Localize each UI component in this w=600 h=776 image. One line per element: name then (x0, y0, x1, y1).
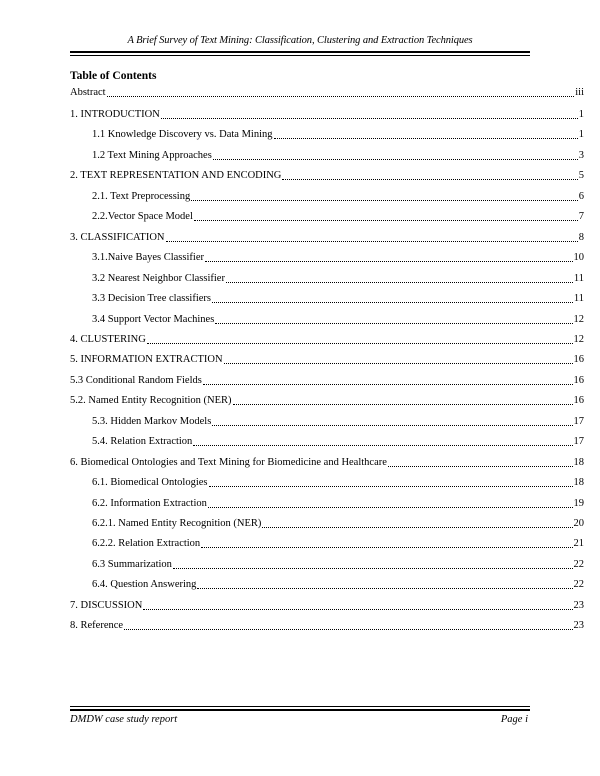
toc-entry[interactable] (92, 496, 584, 510)
toc-entry[interactable] (92, 189, 584, 203)
toc-entry-page-number: 12 (573, 333, 584, 345)
toc-entry-page-number: 22 (573, 579, 584, 591)
toc-entry-title: 6.4. Question Answering (92, 579, 197, 591)
toc-entry-title: 6. Biomedical Ontologies and Text Mining for Biomedicine and Healthcare (70, 456, 387, 468)
toc-entry-page-number: 22 (573, 558, 584, 570)
toc-entry[interactable] (70, 168, 584, 182)
toc-entry[interactable] (70, 373, 584, 387)
toc-entry[interactable] (70, 393, 584, 407)
toc-dot-leader (166, 229, 578, 242)
toc-entry-title: 5.3. Hidden Markov Models (92, 415, 212, 427)
toc-entry-page-number: 12 (573, 313, 584, 325)
toc-entry-title: 6.2. Information Extraction (92, 497, 207, 509)
toc-entry-title: 6.2.2. Relation Extraction (92, 538, 201, 550)
toc-entry[interactable] (92, 536, 584, 550)
toc-entry-page-number: 16 (573, 374, 584, 386)
toc-entry[interactable] (70, 332, 584, 346)
toc-dot-leader (203, 372, 573, 385)
toc-dot-leader (388, 454, 573, 467)
toc-entry[interactable] (92, 557, 584, 571)
toc-dot-leader (193, 433, 572, 446)
toc-entry-page-number: 11 (573, 293, 584, 305)
toc-entry[interactable] (92, 209, 584, 223)
toc-dot-leader (173, 556, 573, 569)
toc-entry-title: 8. Reference (70, 620, 124, 632)
toc-entry-title: 3.4 Support Vector Machines (92, 313, 215, 325)
toc-entry-page-number: 6 (578, 190, 584, 202)
toc-entry-page-number: 20 (573, 518, 584, 529)
toc-entry-title: 6.1. Biomedical Ontologies (92, 477, 208, 489)
toc-entry[interactable] (92, 475, 584, 489)
toc-entry-title: 1. INTRODUCTION (70, 109, 160, 120)
toc-entry[interactable] (70, 230, 584, 244)
toc-entry-title: 1.1 Knowledge Discovery vs. Data Mining (92, 129, 273, 141)
toc-entry[interactable] (70, 598, 584, 612)
toc-entry-title: 7. DISCUSSION (70, 599, 143, 611)
toc-entry-title: 2. TEXT REPRESENTATION AND ENCODING (70, 170, 282, 182)
footer-report-name: DMDW case study report (70, 714, 178, 725)
toc-entry-title: 3.1.Naive Bayes Classifier (92, 252, 204, 264)
toc-heading: Table of Contents (70, 70, 157, 82)
toc-entry[interactable] (92, 516, 584, 530)
toc-entry[interactable] (70, 455, 584, 469)
toc-entry[interactable] (92, 148, 584, 162)
toc-dot-leader (226, 270, 573, 283)
footer-rule-thin (70, 706, 530, 707)
toc-entry-title: Abstract (70, 87, 106, 98)
toc-dot-leader (233, 392, 573, 405)
toc-entry-page-number: 21 (573, 538, 584, 550)
toc-entry-page-number: 17 (573, 436, 584, 448)
toc-entry-title: 5.4. Relation Extraction (92, 436, 193, 448)
toc-entry[interactable] (92, 127, 584, 141)
running-header-title: A Brief Survey of Text Mining: Classification, Clustering and Extraction Techniques (127, 35, 473, 46)
toc-entry[interactable] (70, 85, 584, 99)
toc-entry-page-number: iii (575, 87, 584, 98)
toc-entry-page-number: 7 (578, 211, 584, 223)
toc-entry-page-number: 3 (578, 149, 584, 161)
toc-entry[interactable] (92, 312, 584, 326)
toc-dot-leader (161, 106, 578, 119)
toc-entry-page-number: 23 (573, 620, 584, 632)
toc-entry-page-number: 1 (578, 129, 584, 141)
toc-dot-leader (262, 515, 572, 528)
toc-dot-leader (124, 617, 572, 630)
toc-entry-page-number: 18 (573, 477, 584, 489)
toc-entry-title: 6.2.1. Named Entity Recognition (NER) (92, 518, 262, 529)
toc-entry-title: 1.2 Text Mining Approaches (92, 149, 212, 161)
toc-dot-leader (215, 311, 572, 324)
toc-entry[interactable] (70, 352, 584, 366)
toc-dot-leader (212, 290, 573, 303)
toc-entry[interactable] (92, 434, 584, 448)
toc-dot-leader (212, 413, 572, 426)
toc-dot-leader (107, 84, 575, 97)
header-rule-thin (70, 55, 530, 56)
toc-dot-leader (209, 474, 573, 487)
toc-dot-leader (143, 597, 572, 610)
toc-entry-page-number: 16 (573, 354, 584, 366)
toc-dot-leader (274, 126, 578, 139)
toc-entry-page-number: 23 (573, 599, 584, 611)
toc-entry-page-number: 11 (573, 272, 584, 284)
toc-entry-page-number: 8 (578, 231, 584, 243)
toc-entry-title: 3.2 Nearest Neighbor Classifier (92, 272, 225, 284)
footer-page-number: Page i (500, 714, 528, 725)
toc-dot-leader (191, 188, 578, 201)
footer-rule-thick (70, 709, 530, 711)
toc-dot-leader (205, 249, 573, 262)
toc-entry[interactable] (70, 107, 584, 121)
toc-dot-leader (213, 147, 578, 160)
toc-entry-page-number: 18 (573, 456, 584, 468)
toc-entry-page-number: 10 (573, 252, 584, 264)
toc-entry-title: 6.3 Summarization (92, 558, 172, 570)
toc-dot-leader (208, 495, 573, 508)
toc-entry-title: 5. INFORMATION EXTRACTION (70, 354, 223, 366)
toc-entry-title: 2.1. Text Preprocessing (92, 190, 191, 202)
toc-entry-page-number: 17 (573, 415, 584, 427)
toc-entry[interactable] (92, 250, 584, 264)
toc-entry-title: 3.3 Decision Tree classifiers (92, 293, 211, 305)
toc-entry-page-number: 16 (573, 395, 584, 407)
toc-entry[interactable] (92, 414, 584, 428)
toc-entry[interactable] (92, 271, 584, 285)
toc-entry-title: 5.3 Conditional Random Fields (70, 374, 202, 386)
toc-entry[interactable] (92, 291, 584, 305)
toc-entry[interactable] (92, 577, 584, 591)
toc-dot-leader (282, 167, 577, 180)
header-rule-thick (70, 51, 530, 53)
toc-entry-page-number: 5 (578, 170, 584, 182)
toc-entry-page-number: 19 (573, 497, 584, 509)
toc-dot-leader (224, 351, 573, 364)
toc-entry[interactable] (70, 618, 584, 632)
toc-dot-leader (147, 331, 573, 344)
toc-dot-leader (194, 208, 578, 221)
toc-entry-page-number: 1 (578, 109, 584, 120)
toc-entry-title: 5.2. Named Entity Recognition (NER) (70, 395, 232, 407)
toc-entry-title: 4. CLUSTERING (70, 333, 146, 345)
toc-dot-leader (201, 535, 572, 548)
toc-dot-leader (197, 576, 572, 589)
toc-entry-title: 2.2.Vector Space Model (92, 211, 193, 223)
toc-entry-title: 3. CLASSIFICATION (70, 231, 165, 243)
